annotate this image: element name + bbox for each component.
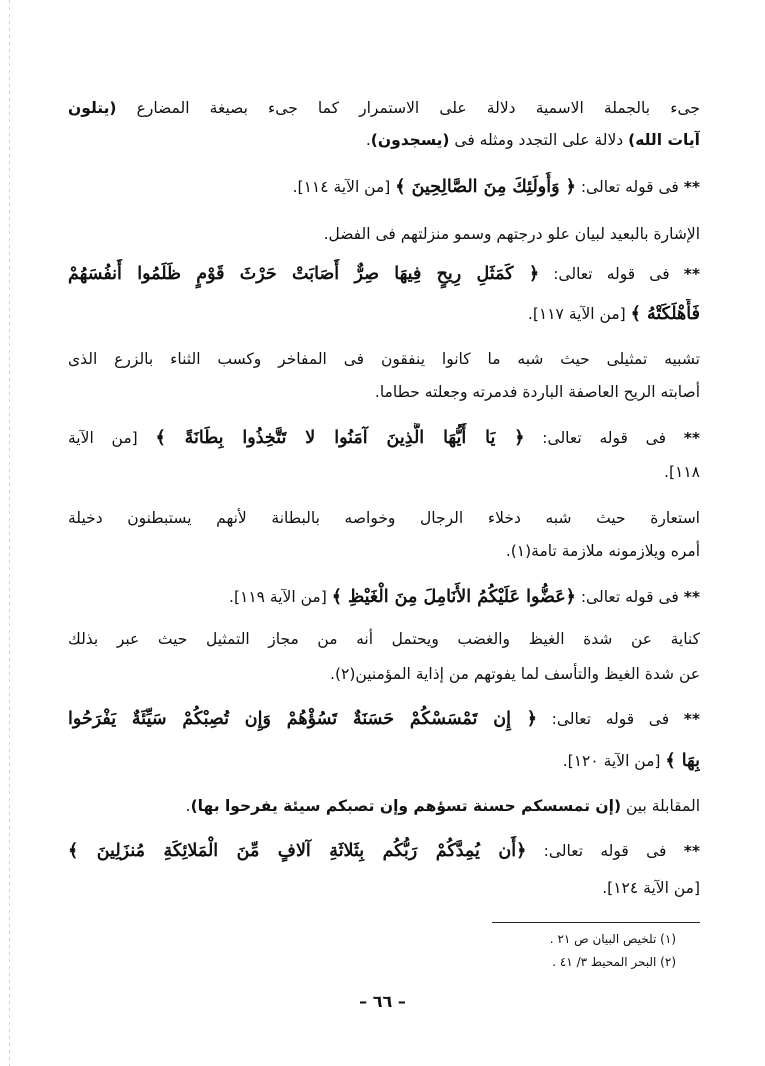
text-run: كناية عن شدة الغيظ والغضب ويحتمل أنه من مجاز التمثيل حيث عبر بذلك: [68, 630, 700, 648]
bold-run: (إن تمسسكم حسنة تسؤهم وإن تصبكم سيئة يفرحوا بها): [190, 797, 622, 815]
asterisk-marker: **: [683, 265, 700, 283]
text-run: أصابته الريح العاصفة الباردة فدمرته وجعلته حطاما.: [374, 383, 700, 401]
asterisk-marker: **: [683, 178, 700, 196]
text-run: .: [185, 797, 191, 815]
quran-quote: بِهَا ﴾: [665, 751, 700, 771]
verse-citation-line: [68, 704, 700, 734]
asterisk-marker: **: [683, 588, 700, 606]
quran-quote: فَأَهْلَكَتْهُ ﴾: [630, 304, 700, 324]
text-run: .: [365, 131, 371, 149]
text-run: تشبيه تمثيلى حيث شبه ما كانوا ينفقون فى المفاخر وكسب الثناء بالزرع الذى: [68, 350, 700, 368]
body-line: [68, 125, 700, 155]
verse-citation-line: [68, 582, 700, 612]
body-line: [68, 659, 700, 689]
footnote: (١) تلخيص البيان ص ٢١ .: [549, 932, 676, 946]
text-run: فى قوله تعالى:: [524, 429, 684, 447]
bold-run: (يسجدون): [370, 131, 450, 149]
quran-quote: ﴿أَن يُمِدَّكُمْ رَبُّكُم بِثَلاثَةِ آلافٍ مِّنَ الْمَلائِكَةِ مُنزَلِينَ ﴾: [68, 841, 527, 861]
verse-citation-line: [68, 746, 700, 776]
text-run: [من الآية ١١٧].: [527, 305, 631, 323]
body-line: [68, 219, 700, 249]
body-line: [68, 457, 700, 487]
text-run: فى قوله تعالى:: [539, 265, 684, 283]
text-run: [من الآية ١١٩].: [229, 588, 332, 606]
bold-run: (يتلون: [68, 99, 117, 117]
text-run: الإشارة بالبعيد لبيان علو درجتهم وسمو منزلتهم فى الفضل.: [323, 225, 700, 243]
bold-run: آيات الله): [628, 131, 700, 149]
verse-citation-line: [68, 423, 700, 453]
footnote-separator: [492, 922, 700, 923]
text-run: عن شدة الغيظ والتأسف لما يفوتهم من إذاية المؤمنين(٢).: [330, 665, 700, 683]
body-line: [68, 93, 700, 123]
body-line: [68, 344, 700, 374]
body-line: [68, 791, 700, 821]
body-line: [68, 377, 700, 407]
text-run: فى قوله تعالى:: [526, 842, 684, 860]
quran-quote: ﴿ كَمَثَلِ رِيحٍ فِيهَا صِرٌّ أَصَابَتْ حَرْثَ قَوْمٍ ظَلَمُوا أَنفُسَهُمْ: [68, 264, 540, 284]
page-number: – ٦٦ –: [359, 992, 406, 1011]
text-run: ١١٨].: [664, 463, 700, 481]
verse-citation-line: [68, 172, 700, 202]
verse-citation-line: [68, 299, 700, 329]
body-line: [68, 624, 700, 654]
quran-quote: ﴿ إِن تَمْسَسْكُمْ حَسَنَةٌ تَسُؤْهُمْ وَإِن تُصِبْكُمْ سَيِّئَةٌ يَفْرَحُوا: [68, 709, 538, 729]
body-line: [68, 873, 700, 903]
text-run: فى قوله تعالى:: [537, 710, 684, 728]
text-run: دلالة على التجدد ومثله فى: [449, 131, 629, 149]
quran-quote: ﴿ وَأُولَئِكَ مِنَ الصَّالِحِينَ ﴾: [395, 177, 576, 197]
body-line: [68, 536, 700, 566]
asterisk-marker: **: [683, 710, 700, 728]
footnote: (٢) البحر المحيط ٣/ ٤١ .: [552, 955, 676, 969]
margin-dotted-rule: [9, 0, 10, 1066]
text-run: جىء بالجملة الاسمية دلالة على الاستمرار كما جىء بصيغة المضارع: [116, 99, 700, 117]
text-run: [من الآية ١٢٤].: [602, 879, 700, 897]
asterisk-marker: **: [683, 842, 700, 860]
quran-quote: ﴿عَضُّوا عَلَيْكُمُ الأَنَامِلَ مِنَ الْغَيْظِ ﴾: [331, 587, 576, 607]
verse-citation-line: [68, 259, 700, 289]
body-line: [68, 503, 700, 533]
quran-quote: ﴿ يَا أَيُّهَا الَّذِينَ آمَنُوا لا تَتَّخِذُوا بِطَانَةً ﴾: [155, 428, 525, 448]
text-run: أمره ويلازمونه ملازمة تامة(١).: [505, 542, 700, 560]
asterisk-marker: **: [683, 429, 700, 447]
verse-citation-line: [68, 836, 700, 866]
text-run: فى قوله تعالى:: [575, 588, 684, 606]
text-run: فى قوله تعالى:: [575, 178, 684, 196]
text-run: [من الآية ١٢٠].: [562, 752, 666, 770]
text-run: استعارة حيث شبه دخلاء الرجال وخواصه بالبطانة لأنهم يستبطنون دخيلة: [68, 509, 700, 527]
text-run: [من الآية ١١٤].: [292, 178, 396, 196]
text-run: [من الآية: [68, 429, 156, 447]
text-run: المقابلة بين: [621, 797, 700, 815]
